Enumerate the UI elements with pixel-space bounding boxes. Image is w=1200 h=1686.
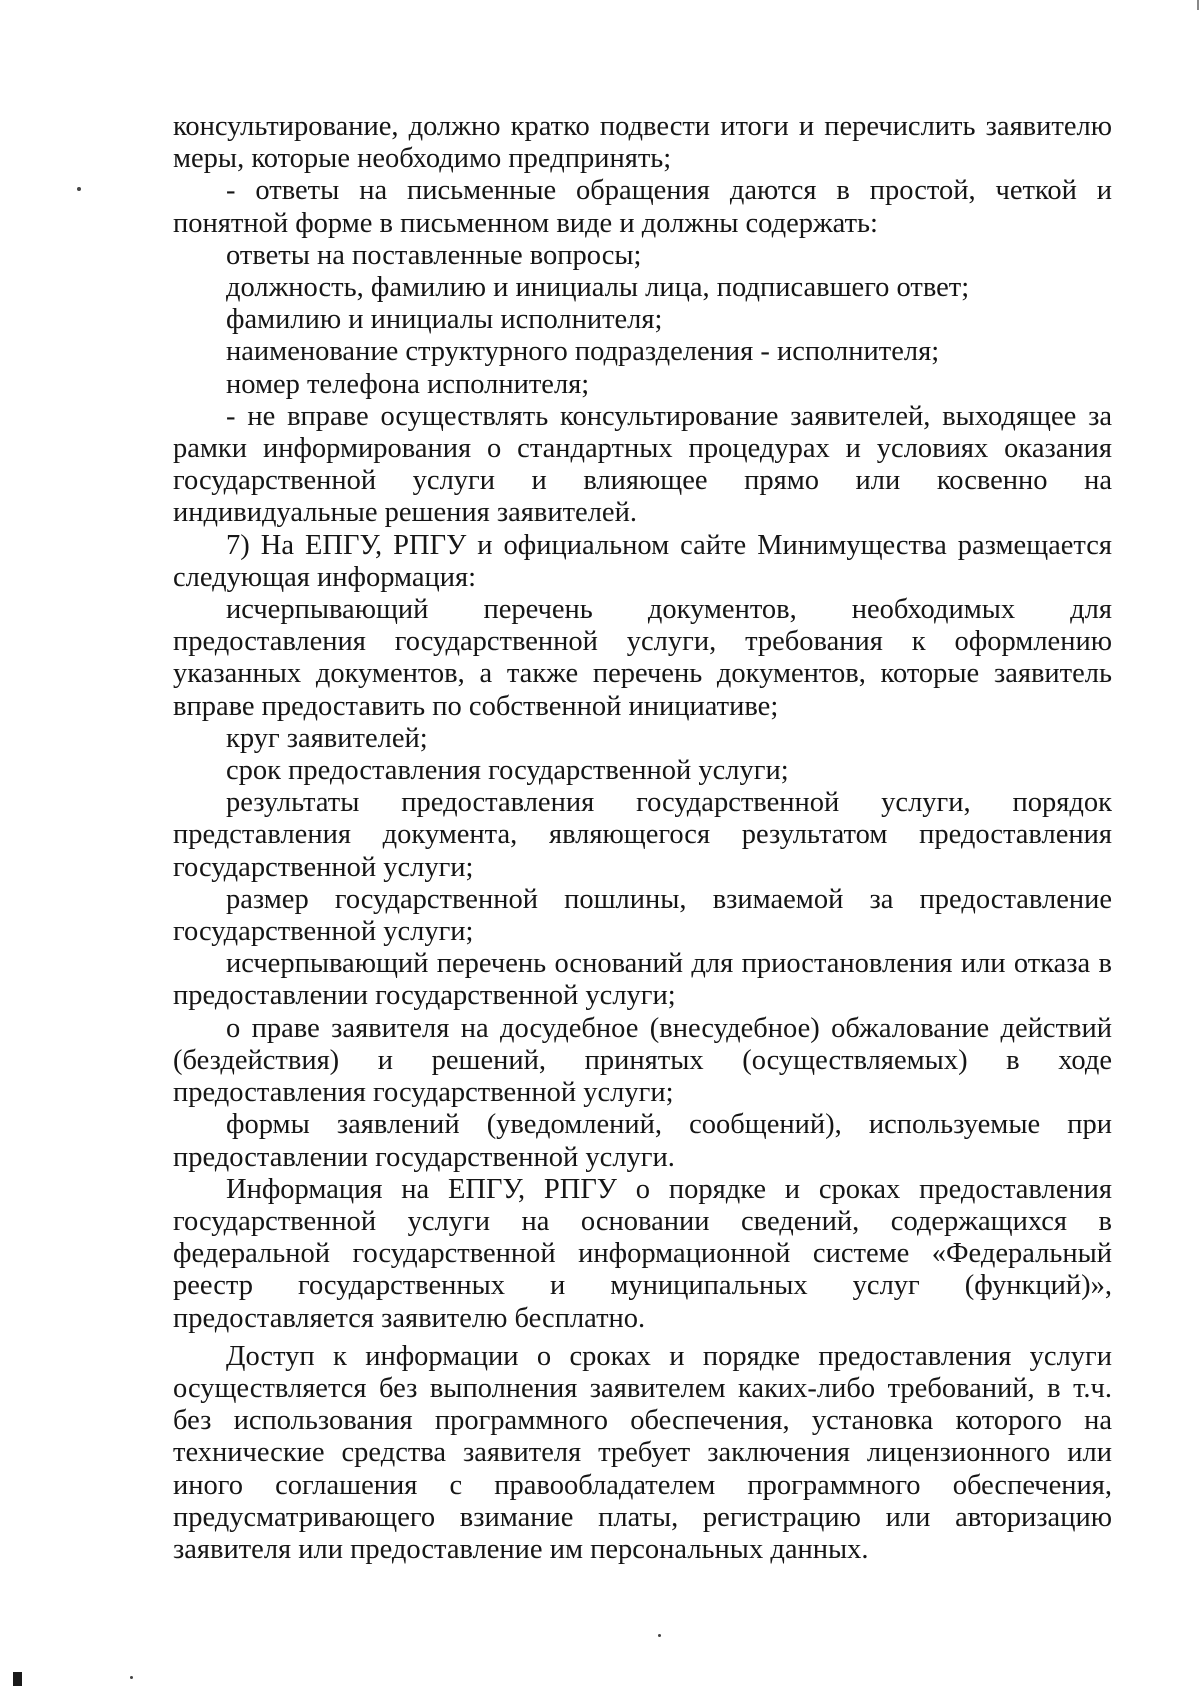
paragraph-free-information: Информация на ЕПГУ, РПГУ о порядке и сроках предоставления государственной услуги на основании сведений, содержащихся в федеральной государственной информационной системе «Федеральный реестр государственных и муниципальных услуг (функций)», предоставляется заявителю бесплатно. <box>173 1173 1112 1334</box>
document-body <box>173 111 1112 1566</box>
list-item-refusal-grounds: исчерпывающий перечень оснований для приостановления или отказа в предоставлении государственной услуги; <box>173 948 1112 1012</box>
list-item-forms: формы заявлений (уведомлений, сообщений), используемые при предоставлении государственной услуги. <box>173 1109 1112 1173</box>
scan-speck <box>130 1676 133 1679</box>
scan-edge-mark <box>13 1672 22 1686</box>
list-item-department: наименование структурного подразделения - исполнителя; <box>226 336 940 368</box>
list-item-documents: исчерпывающий перечень документов, необходимых для предоставления государственной услуги, требования к оформлению указанных документов, а также перечень документов, которые заявитель вправе предоставить по собственной инициативе; <box>173 594 1112 722</box>
paragraph-not-entitled: - не вправе осуществлять консультирование заявителей, выходящее за рамки информирования о стандартных процедурах и условиях оказания государственной услуги и влияющее прямо или косвенно на индивидуальные решения заявителей. <box>173 400 1112 529</box>
paragraph-item-7: 7) На ЕПГУ, РПГУ и официальном сайте Минимущества размещается следующая информация: <box>173 529 1112 593</box>
scan-speck <box>658 1634 661 1637</box>
paragraph-access-conditions: Доступ к информации о сроках и порядке предоставления услуги осуществляется без выполнения заявителем каких-либо требований, в т.ч. без использования программного обеспечения, установка которого на технические средства заявителя требует заключения лицензионного или иного соглашения с правообладателем программного обеспечения, предусматривающего взимание платы, регистрацию или авторизацию заявителя или предоставление им персональных данных. <box>173 1340 1112 1565</box>
list-item-applicants: круг заявителей; <box>226 722 428 754</box>
paragraph-continuation: консультирование, должно кратко подвести итоги и перечислить заявителю меры, которые необходимо предпринять; <box>173 111 1112 175</box>
list-item-appeal-right: о праве заявителя на досудебное (внесудебное) обжалование действий (бездействия) и решений, принятых (осуществляемых) в ходе предоставления государственной услуги; <box>173 1012 1112 1109</box>
scan-edge-mark <box>1197 0 1199 10</box>
list-item-phone: номер телефона исполнителя; <box>226 368 590 400</box>
list-item-position: должность, фамилию и инициалы лица, подписавшего ответ; <box>226 272 970 304</box>
list-item-answers: ответы на поставленные вопросы; <box>226 239 642 271</box>
list-item-executor-name: фамилию и инициалы исполнителя; <box>226 304 663 336</box>
list-item-fee: размер государственной пошлины, взимаемой за предоставление государственной услуги; <box>173 883 1112 948</box>
scan-speck <box>77 187 81 191</box>
list-item-term: срок предоставления государственной услуги; <box>226 755 789 787</box>
paragraph-written-answers: - ответы на письменные обращения даются в простой, четкой и понятной форме в письменном виде и должны содержать: <box>173 175 1112 239</box>
list-item-results: результаты предоставления государственной услуги, порядок представления документа, являющегося результатом предоставления государственной услуги; <box>173 787 1112 883</box>
